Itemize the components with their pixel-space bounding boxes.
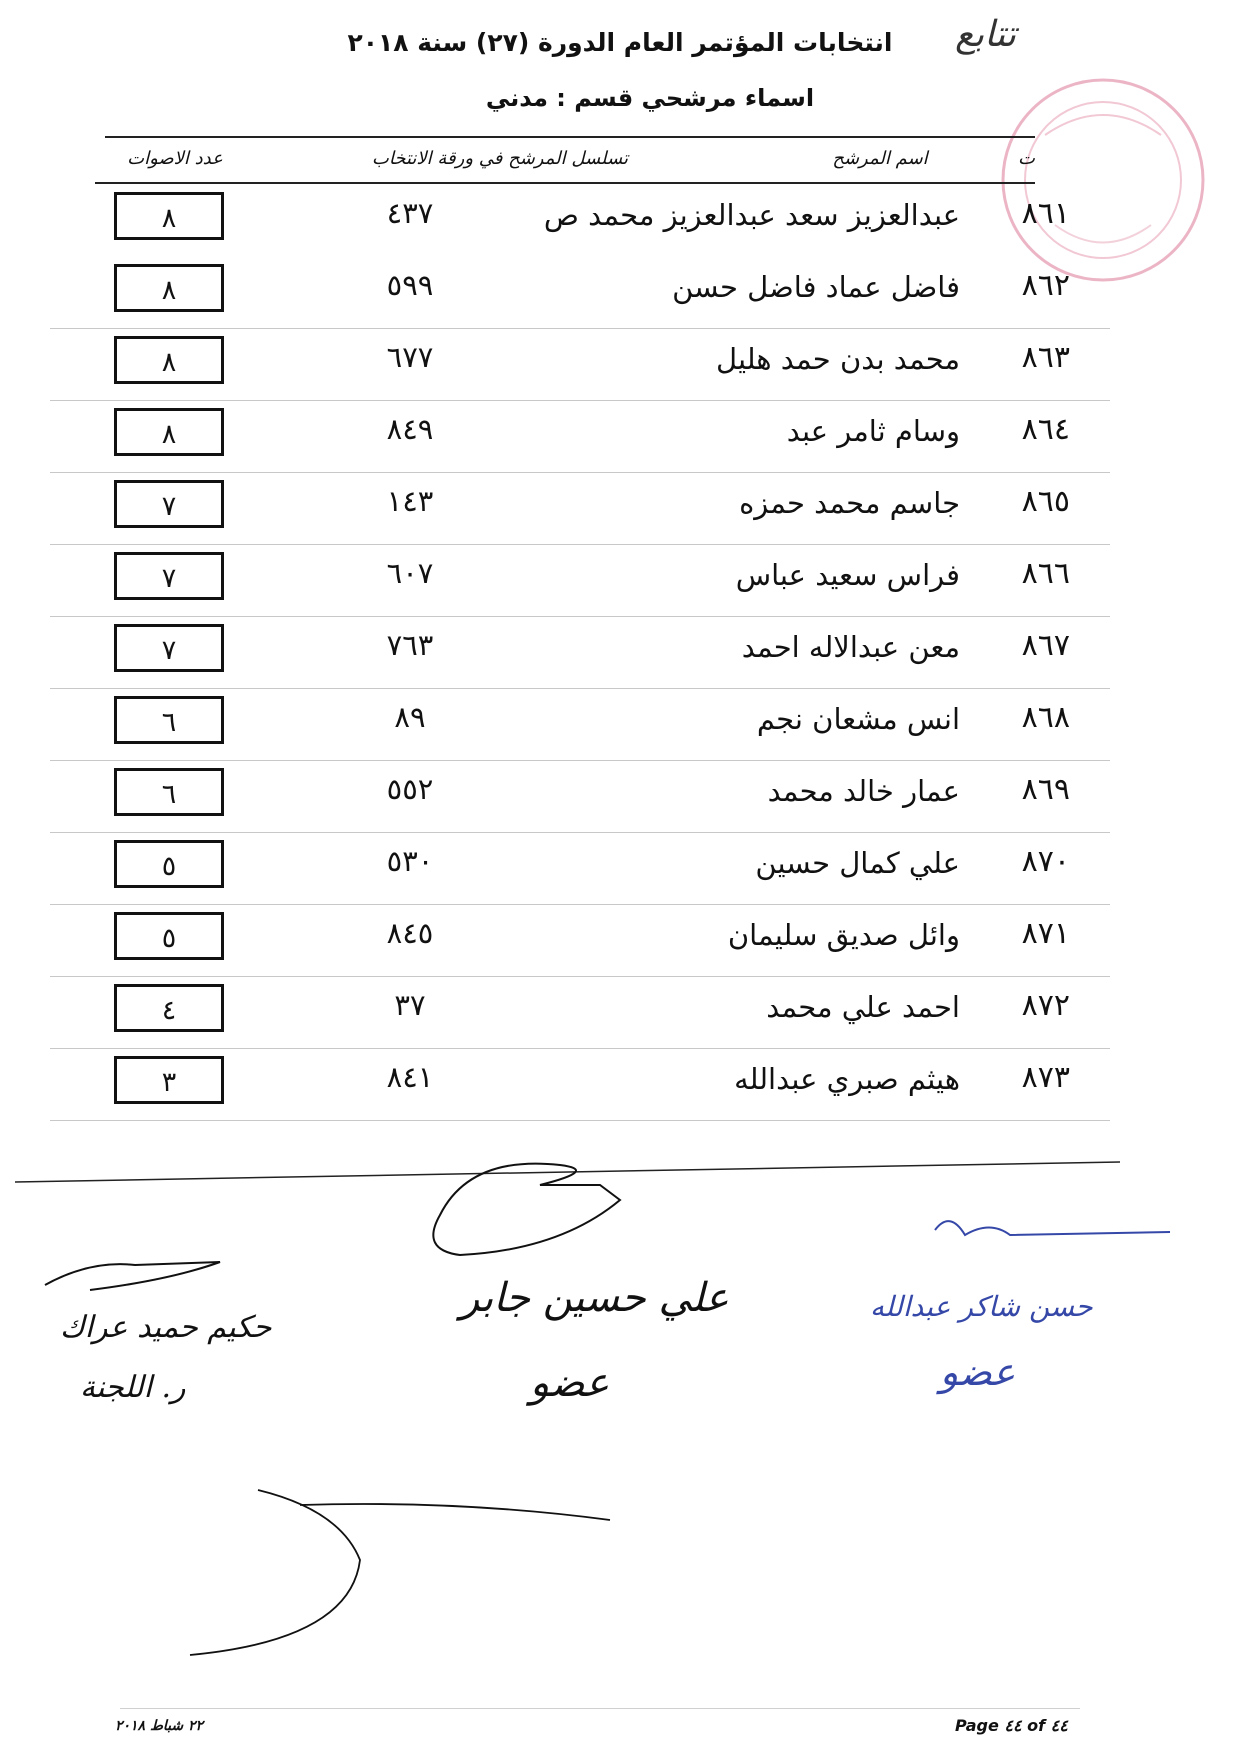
footer-page-number: Page ٤٤ of ٤٤ (955, 1716, 1068, 1735)
row-divider (50, 616, 1110, 617)
table-row (0, 1050, 1237, 1120)
row-number: ٨٦٤ (1021, 412, 1070, 447)
vote-count-box: ٨ (114, 264, 224, 312)
ballot-serial: ٨٤٥ (386, 916, 434, 950)
vote-count-box: ٦ (114, 768, 224, 816)
candidate-name: محمد بدن حمد هليل (715, 342, 960, 376)
row-divider (50, 544, 1110, 545)
row-divider (50, 976, 1110, 977)
ballot-serial: ٧٦٣ (386, 628, 434, 662)
row-number: ٨٦٧ (1021, 628, 1070, 663)
center-signer-name: علي حسين جابر (460, 1275, 729, 1321)
ballot-serial: ٥٥٢ (386, 772, 434, 806)
table-row (0, 474, 1237, 544)
table-row (0, 546, 1237, 616)
row-divider (50, 1120, 1110, 1121)
row-number: ٨٧٠ (1021, 844, 1070, 879)
row-number: ٨٧٢ (1021, 988, 1070, 1023)
candidate-name: وائل صديق سليمان (727, 918, 960, 952)
footer-date: ٢٢ شباط ٢٠١٨ (115, 1718, 204, 1734)
row-number: ٨٧٣ (1021, 1060, 1070, 1095)
vote-count-box: ٨ (114, 336, 224, 384)
row-divider (50, 328, 1110, 329)
page-title: انتخابات المؤتمر العام الدورة (٢٧) سنة ٢٠١٨ (347, 28, 893, 57)
ballot-serial: ٤٣٧ (386, 196, 434, 230)
vote-count-box: ٧ (114, 480, 224, 528)
row-number: ٨٦٨ (1021, 700, 1070, 735)
header-rule (95, 182, 1035, 184)
table-row (0, 402, 1237, 472)
candidate-name: احمد علي محمد (766, 990, 960, 1024)
candidate-name: انس مشعان نجم (756, 702, 960, 736)
right-signer-name: حسن شاكر عبدالله (870, 1290, 1093, 1323)
center-signer-role: عضو (530, 1360, 610, 1406)
table-row (0, 186, 1237, 256)
footer-rule (120, 1708, 1080, 1709)
vote-count-box: ٥ (114, 912, 224, 960)
row-number: ٨٦٢ (1021, 268, 1070, 303)
row-divider (50, 760, 1110, 761)
row-number: ٨٦١ (1021, 196, 1070, 231)
row-number: ٨٧١ (1021, 916, 1070, 951)
row-divider (50, 400, 1110, 401)
header-candidate-name: اسم المرشح (832, 148, 928, 169)
ballot-serial: ٣٧ (394, 988, 426, 1022)
left-signer-name: حكيم حميد عراك (60, 1310, 272, 1345)
ballot-serial: ٦٧٧ (386, 340, 434, 374)
ballot-serial: ٨٩ (394, 700, 426, 734)
ballot-serial: ٦٠٧ (386, 556, 434, 590)
candidate-name: وسام ثامر عبد (786, 414, 960, 448)
table-row (0, 690, 1237, 760)
row-divider (50, 688, 1110, 689)
row-number: ٨٦٦ (1021, 556, 1070, 591)
signature-strokes (0, 1140, 1237, 1660)
table-row (0, 618, 1237, 688)
candidate-name: علي كمال حسين (755, 846, 960, 880)
vote-count-box: ٨ (114, 408, 224, 456)
left-signer-role: ر. اللجنة (80, 1370, 186, 1405)
vote-count-box: ٧ (114, 552, 224, 600)
row-number: ٨٦٥ (1021, 484, 1070, 519)
ballot-serial: ١٤٣ (386, 484, 434, 518)
table-row (0, 834, 1237, 904)
header-ballot-serial: تسلسل المرشح في ورقة الانتخاب (371, 148, 629, 169)
top-rule (105, 136, 1035, 138)
table-row (0, 906, 1237, 976)
table-row (0, 762, 1237, 832)
candidate-name: فاضل عماد فاضل حسن (672, 270, 960, 304)
vote-count-box: ٦ (114, 696, 224, 744)
candidate-name: عبدالعزيز سعد عبدالعزيز محمد ص (543, 198, 960, 232)
vote-count-box: ٨ (114, 192, 224, 240)
row-divider (50, 472, 1110, 473)
candidate-name: فراس سعيد عباس (735, 558, 960, 592)
vote-count-box: ٤ (114, 984, 224, 1032)
table-row (0, 330, 1237, 400)
page-subtitle: اسماء مرشحي قسم : مدني (485, 84, 815, 112)
right-signer-role: عضو (940, 1350, 1016, 1394)
candidate-name: جاسم محمد حمزه (739, 486, 960, 520)
candidate-name: هيثم صبري عبدالله (734, 1062, 960, 1096)
row-divider (50, 904, 1110, 905)
header-vote-count: عدد الاصوات (127, 148, 223, 169)
ballot-serial: ٥٩٩ (386, 268, 434, 302)
table-row (0, 978, 1237, 1048)
ballot-serial: ٨٤٩ (386, 412, 434, 446)
row-number: ٨٦٣ (1021, 340, 1070, 375)
vote-count-box: ٣ (114, 1056, 224, 1104)
row-divider (50, 1048, 1110, 1049)
header-number: ت (1018, 148, 1035, 169)
candidate-name: عمار خالد محمد (767, 774, 960, 808)
ballot-serial: ٨٤١ (386, 1060, 434, 1094)
vote-count-box: ٧ (114, 624, 224, 672)
handwritten-continued-note: تتابع (955, 14, 1017, 55)
row-divider (50, 832, 1110, 833)
row-number: ٨٦٩ (1021, 772, 1070, 807)
ballot-serial: ٥٣٠ (386, 844, 434, 878)
table-row (0, 258, 1237, 328)
candidate-name: معن عبدالاله احمد (741, 630, 960, 664)
vote-count-box: ٥ (114, 840, 224, 888)
